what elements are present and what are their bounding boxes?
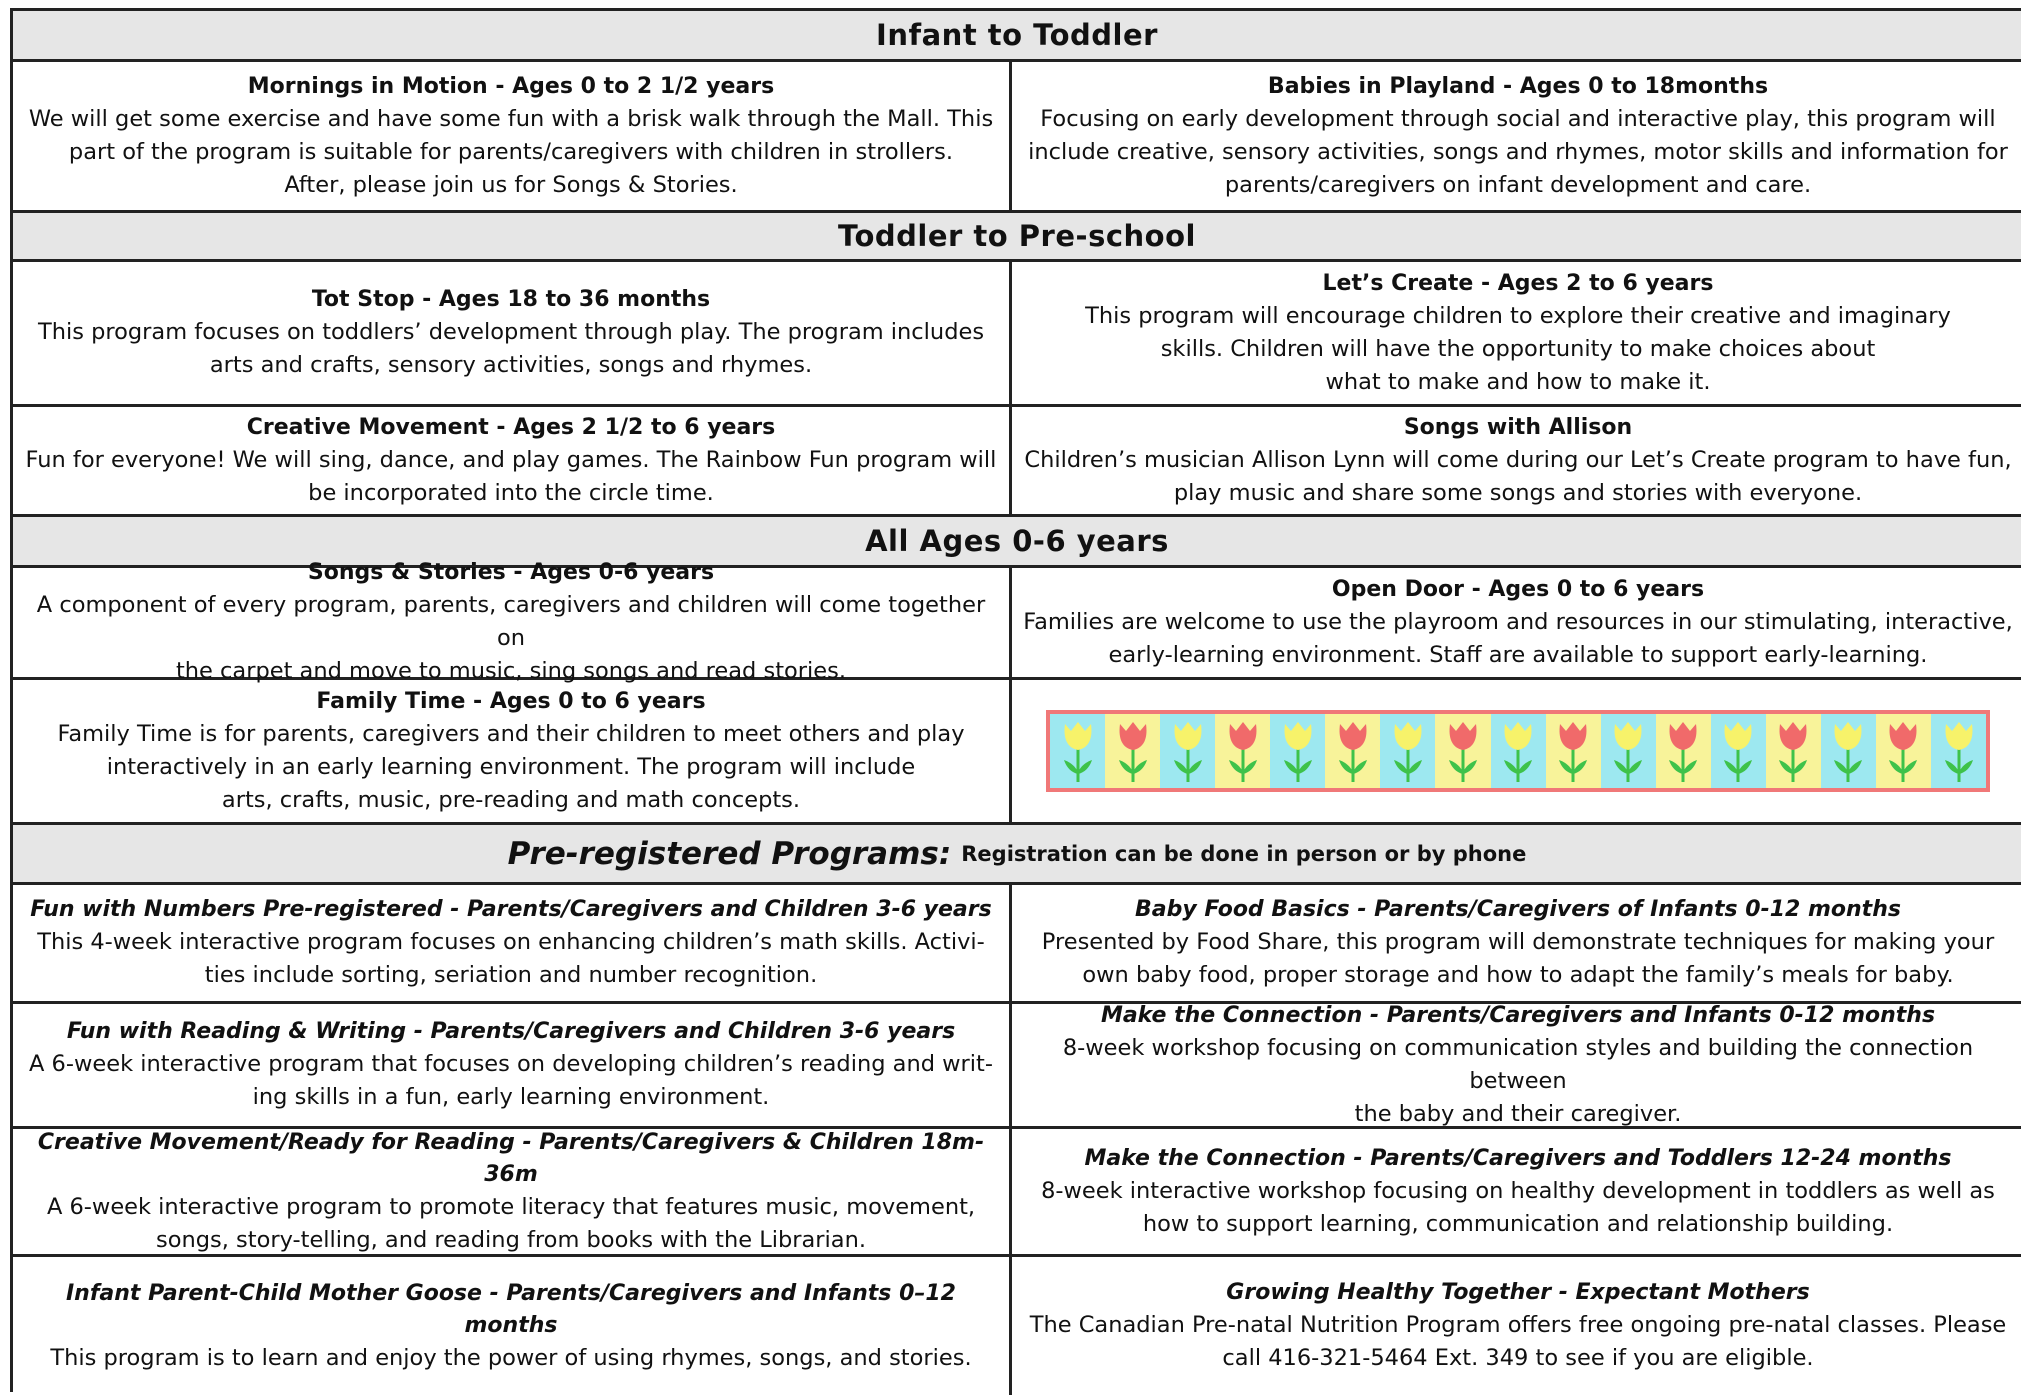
tulip-icon xyxy=(1058,718,1098,784)
program-family-time xyxy=(13,680,1012,822)
section-title: Infant to Toddler xyxy=(876,18,1158,52)
tulip-tile xyxy=(1821,714,1876,788)
program-description: The Canadian Pre-natal Nutrition Program offers free ongoing pre-natal classes. Please call 416-321-5464 Ext. 349 to see if you are eligible. xyxy=(1029,1312,2007,1371)
tulip-tile xyxy=(1711,714,1766,788)
program-row xyxy=(13,62,2021,213)
section-title: All Ages 0-6 years xyxy=(865,524,1169,558)
program-row xyxy=(13,1004,2021,1129)
tulip-icon xyxy=(1168,718,1208,784)
tulip-tile xyxy=(1546,714,1601,788)
program-title: Fun with Numbers Pre-registered - Parents/Caregivers and Children 3-6 years xyxy=(30,897,992,922)
program-title: Babies in Playland - Ages 0 to 18months xyxy=(1267,73,1769,99)
program-songs-stories xyxy=(13,560,1012,684)
tulip-tile xyxy=(1325,714,1380,788)
tulip-icon xyxy=(1883,718,1923,784)
tulip-icon xyxy=(1223,718,1263,784)
tulip-tile xyxy=(1435,714,1490,788)
program-description: 8-week interactive workshop focusing on healthy development in toddlers as well as how to support learning, communication and relationship building. xyxy=(1041,1177,1995,1237)
tulip-icon xyxy=(1773,718,1813,784)
tulip-tile xyxy=(1270,714,1325,788)
tulip-tile xyxy=(1215,714,1270,788)
program-make-connection-infants xyxy=(1015,1004,2021,1126)
program-description: 8-week workshop focusing on communication styles and building the connection between the baby and their caregiver. xyxy=(1062,1034,1974,1127)
tulip-tile xyxy=(1050,714,1105,788)
program-description: A 6-week interactive program to promote literacy that features music, movement, songs, story-telling, and reading from books with the Librarian. xyxy=(46,1193,976,1253)
tulip-tile xyxy=(1656,714,1711,788)
section-header-preregistered xyxy=(13,825,2021,885)
tulip-tile xyxy=(1766,714,1821,788)
program-description: Families are welcome to use the playroom and resources in our stimulating, interactive, early-learning environment. Staff are available to support early-learning. xyxy=(1023,608,2013,668)
program-title: Creative Movement - Ages 2 1/2 to 6 years xyxy=(246,414,776,440)
tulip-icon xyxy=(1333,718,1373,784)
program-row xyxy=(13,262,2021,407)
program-description: This program focuses on toddlers’ development through play. The program includes arts and crafts, sensory activities, songs and rhymes. xyxy=(37,319,985,378)
program-mornings-in-motion xyxy=(13,62,1012,210)
program-description: We will get some exercise and have some fun with a brisk walk through the Mall. This part of the program is suitable for parents/caregivers with children in strollers. After, please join us for Songs & Stories. xyxy=(28,105,994,198)
program-title: Tot Stop - Ages 18 to 36 months xyxy=(311,287,711,312)
program-title: Songs & Stories - Ages 0-6 years xyxy=(307,560,715,585)
program-title: Growing Healthy Together - Expectant Mothers xyxy=(1226,1280,1810,1305)
tulip-icon xyxy=(1498,718,1538,784)
program-title: Songs with Allison xyxy=(1403,414,1633,440)
section-note: Registration can be done in person or by phone xyxy=(961,841,1527,866)
tulip-icon xyxy=(1608,718,1648,784)
program-baby-food-basics xyxy=(1015,885,2021,1001)
tulip-icon xyxy=(1278,718,1318,784)
program-title: Creative Movement/Ready for Reading - Parents/Caregivers & Children 18m-36m xyxy=(37,1129,985,1187)
program-lets-create xyxy=(1015,262,2021,404)
tulip-icon xyxy=(1939,718,1979,784)
program-description: This 4-week interactive program focuses on enhancing children’s math skills. Activi- ties include sorting, seriation and number recognition. xyxy=(37,929,985,988)
program-description: Focusing on early development through social and interactive play, this program will include creative, sensory activities, songs and rhymes, motor skills and information for parents/caregivers on infant development and care. xyxy=(1028,105,2008,198)
program-description: A 6-week interactive program that focuses on developing children’s reading and writ- ing skills in a fun, early learning environment. xyxy=(29,1051,993,1110)
program-row xyxy=(13,885,2021,1004)
tulip-icon xyxy=(1663,718,1703,784)
program-fun-with-reading xyxy=(13,1004,1012,1126)
program-mother-goose xyxy=(13,1257,1012,1395)
tulip-tile xyxy=(1876,714,1931,788)
program-description: This program is to learn and enjoy the power of using rhymes, songs, and stories. xyxy=(50,1344,972,1371)
program-row xyxy=(13,1129,2021,1257)
tulip-tile xyxy=(1380,714,1435,788)
program-description: This program will encourage children to explore their creative and imaginary skills. Children will have the opportunity to make choices about what to make and how to make it. xyxy=(1085,302,1951,395)
tulip-tile xyxy=(1601,714,1656,788)
program-open-door xyxy=(1015,568,2021,677)
section-title: Pre-registered Programs: xyxy=(507,835,952,872)
tulip-icon xyxy=(1553,718,1593,784)
program-description: Family Time is for parents, caregivers and their children to meet others and play interactively in an early learning environment. The program will include arts, crafts, music, pre-reading and math concepts. xyxy=(57,720,965,813)
program-title: Mornings in Motion - Ages 0 to 2 1/2 years xyxy=(247,73,775,99)
program-description: A component of every program, parents, caregivers and children will come together on the carpet and move to music, sing songs and read stories. xyxy=(36,592,986,684)
tulip-icon xyxy=(1443,718,1483,784)
tulip-tile xyxy=(1491,714,1546,788)
program-title: Baby Food Basics - Parents/Caregivers of Infants 0-12 months xyxy=(1135,897,1901,922)
section-header-infant-toddler xyxy=(13,11,2021,62)
tulip-icon xyxy=(1828,718,1868,784)
tulip-icon xyxy=(1718,718,1758,784)
program-description: Presented by Food Share, this program will demonstrate techniques for making your own baby food, proper storage and how to adapt the family’s meals for baby. xyxy=(1041,929,1995,988)
program-title: Fun with Reading & Writing - Parents/Caregivers and Children 3-6 years xyxy=(66,1019,956,1044)
tulip-decoration-cell xyxy=(1015,680,2021,822)
section-title: Toddler to Pre-school xyxy=(838,219,1196,253)
program-title: Make the Connection - Parents/Caregivers and Infants 0-12 months xyxy=(1100,1002,1936,1028)
program-fun-with-numbers xyxy=(13,885,1012,1001)
program-songs-with-allison xyxy=(1015,407,2021,514)
program-row xyxy=(13,1257,2021,1395)
tulip-tile xyxy=(1105,714,1160,788)
program-creative-ready-reading xyxy=(13,1129,1012,1254)
tulip-icon xyxy=(1113,718,1153,784)
program-make-connection-toddlers xyxy=(1015,1129,2021,1254)
tulip-icon xyxy=(1388,718,1428,784)
program-row xyxy=(13,680,2021,825)
program-description: Children’s musician Allison Lynn will come during our Let’s Create program to have fun, play music and share some songs and stories with everyone. xyxy=(1024,446,2012,506)
tulip-border-decoration xyxy=(1046,710,1990,792)
section-header-toddler-preschool xyxy=(13,213,2021,262)
program-growing-healthy xyxy=(1015,1257,2021,1395)
program-title: Open Door - Ages 0 to 6 years xyxy=(1331,576,1705,602)
program-tot-stop xyxy=(13,262,1012,404)
program-description: Fun for everyone! We will sing, dance, and play games. The Rainbow Fun program will be incorporated into the circle time. xyxy=(25,446,997,506)
program-creative-movement xyxy=(13,407,1012,514)
program-title: Make the Connection - Parents/Caregivers and Toddlers 12-24 months xyxy=(1084,1145,1952,1171)
program-schedule xyxy=(10,8,2021,1392)
tulip-tile xyxy=(1931,714,1986,788)
program-row xyxy=(13,560,2021,684)
tulip-tile xyxy=(1160,714,1215,788)
program-title: Infant Parent-Child Mother Goose - Parents/Caregivers and Infants 0–12 months xyxy=(65,1280,956,1338)
program-babies-in-playland xyxy=(1015,62,2021,210)
program-title: Let’s Create - Ages 2 to 6 years xyxy=(1322,270,1714,296)
program-title: Family Time - Ages 0 to 6 years xyxy=(316,688,706,714)
program-row xyxy=(13,407,2021,517)
